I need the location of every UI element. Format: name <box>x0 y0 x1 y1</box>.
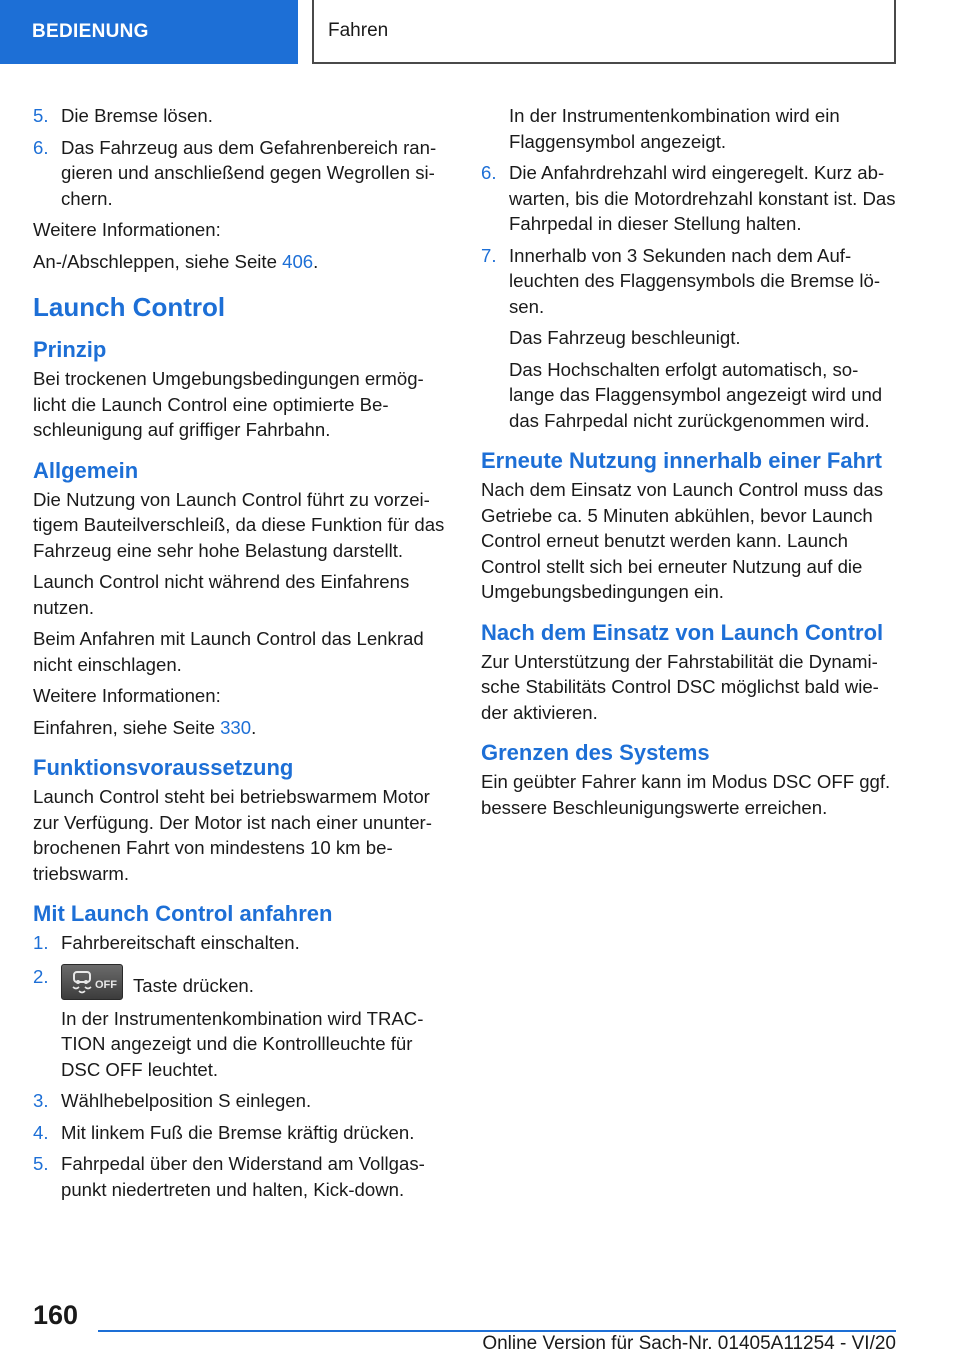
section-title: BEDIENUNG <box>32 21 149 42</box>
nach-einsatz-text: Zur Unterstützung der Fahrstabilität die Dynami- sche Stabilitäts Control DSC möglichst bald wie- der aktivieren. <box>481 650 879 723</box>
allgemein-text-1: Die Nutzung von Launch Control führt zu vorzei- tigem Bauteilverschleiß, da diese Funktion für das Fahrzeug eine sehr hohe Belastung darstellt. <box>33 488 445 561</box>
heading-nach-einsatz: Nach dem Einsatz von Launch Control <box>481 619 884 645</box>
heading-allgemein: Allgemein <box>33 457 139 483</box>
chapter-tab <box>312 0 896 64</box>
allgemein-text-2: Launch Control nicht während des Einfahrens nutzen. <box>33 571 410 618</box>
step-2: 2. OFF Taste drücken. <box>33 964 448 1000</box>
grenzen-text: Ein geübter Fahrer kann im Modus DSC OFF ggf. bessere Beschleunigungswerte erreichen. <box>481 771 891 818</box>
step-5: 5. Die Bremse lösen. <box>33 105 213 126</box>
page-link-330[interactable]: 330 <box>220 716 252 738</box>
off-label: OFF <box>95 978 117 991</box>
info-label: Weitere Informationen: <box>33 685 221 706</box>
info-label: Weitere Informationen: <box>33 219 221 240</box>
footer-divider <box>98 1330 896 1332</box>
section-tab <box>0 0 298 64</box>
cross-reference: An-/Abschleppen, siehe Seite 406. <box>33 250 319 272</box>
step-3: 3. Wählhebelposition S einlegen. <box>33 1090 312 1111</box>
heading-prinzip: Prinzip <box>33 337 107 362</box>
heading-funktionsvoraussetzung: Funktionsvoraussetzung <box>33 755 294 780</box>
step-1: 1. Fahrbereitschaft einschalten. <box>33 932 300 953</box>
erneute-nutzung-text: Nach dem Einsatz von Launch Control muss das Getriebe ca. 5 Minuten abkühlen, bevor Launch Control erneut benutzt werden kann. Launch Control stellt sich bei erneuter Nutzung auf die Umgebungsbedingungen ein. <box>481 479 884 602</box>
chapter-title: Fahren <box>328 20 389 41</box>
step-5: 5. Fahrpedal über den Widerstand am Vollgas- punkt niedertreten und halten, Kick-down. <box>33 1153 425 1200</box>
cross-reference: Einfahren, siehe Seite 330. <box>33 716 257 738</box>
prinzip-text: Bei trockenen Umgebungsbedingungen ermög- licht die Launch Control eine optimierte Be- schleunigung auf griffiger Fahrbahn. <box>33 368 424 440</box>
step-7-detail-2: Das Hochschalten erfolgt automatisch, so- lange das Flaggensymbol angezeigt wird und das Fahrpedal nicht zurückgenommen wird. <box>509 358 883 431</box>
step-6: 6. Das Fahrzeug aus dem Gefahrenbereich ran- gieren und anschließend gegen Wegrollen si- chern. <box>33 136 437 209</box>
page-link-406[interactable]: 406 <box>282 250 314 272</box>
left-column <box>33 103 448 1208</box>
voraussetzung-text: Launch Control steht bei betriebswarmem Motor zur Verfügung. Der Motor ist nach einer ununter- brochenen Fahrt von mindestens 10 km be- triebswarm. <box>33 786 432 884</box>
footer-version: Online Version für Sach-Nr. 01405A11254 - VI/20 <box>482 1333 896 1354</box>
page-number: 160 <box>33 1300 79 1330</box>
step-7: 7. Innerhalb von 3 Sekunden nach dem Auf- leuchten des Flaggensymbols die Bremse lö- sen. <box>481 244 881 317</box>
main-heading: Launch Control <box>33 292 226 322</box>
step-6: 6. Die Anfahrdrehzahl wird eingeregelt. Kurz ab- warten, bis die Motordrehzahl konstant ist. Das Fahrpedal in dieser Stellung halten. <box>481 162 896 234</box>
right-column <box>481 103 896 826</box>
heading-erneute-nutzung: Erneute Nutzung innerhalb einer Fahrt <box>481 448 882 473</box>
allgemein-text-3: Beim Anfahren mit Launch Control das Lenkrad nicht einschlagen. <box>33 628 424 675</box>
step-7-detail-1: Das Fahrzeug beschleunigt. <box>509 327 741 348</box>
step-2-detail: In der Instrumentenkombination wird TRAC- TION angezeigt und die Kontrollleuchte für DSC OFF leuchtet. <box>61 1007 424 1080</box>
step-4: 4. Mit linkem Fuß die Bremse kräftig drücken. <box>33 1121 415 1143</box>
step-5-detail: In der Instrumentenkombination wird ein Flaggensymbol angezeigt. <box>509 105 840 152</box>
heading-grenzen: Grenzen des Systems <box>481 740 710 765</box>
heading-anfahren: Mit Launch Control anfahren <box>33 901 333 926</box>
dsc-off-button-image <box>61 964 123 1000</box>
dsc-off-icon <box>68 969 96 997</box>
